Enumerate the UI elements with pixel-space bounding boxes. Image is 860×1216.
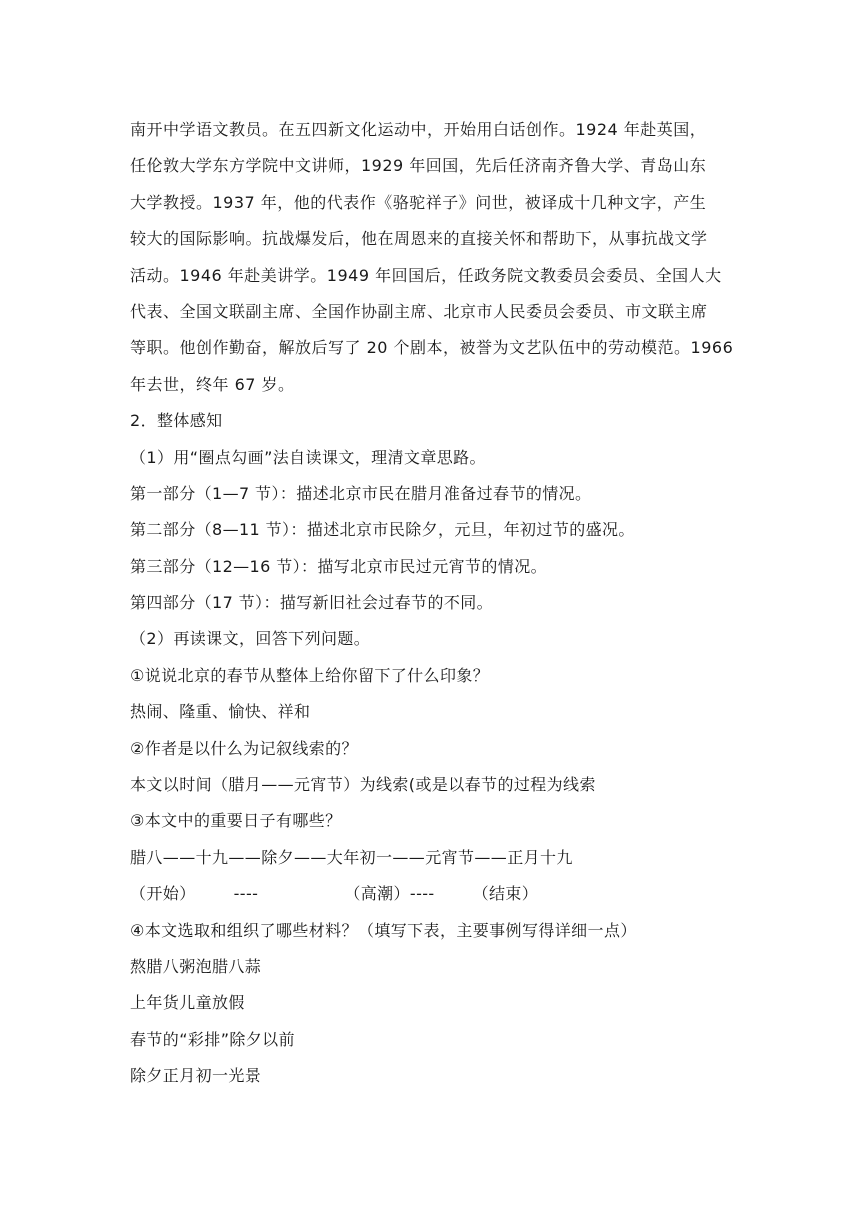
bio-line: 活动。1946 年赴美讲学。1949 年回国后，任政务院文教委员会委员、全国人大 — [130, 265, 722, 285]
bio-line: 代表、全国文联副主席、全国作协副主席、北京市人民委员会委员、市文联主席 — [130, 301, 708, 321]
marker-climax: （高潮）---- — [344, 884, 435, 904]
material-item: 上年货儿童放假 — [130, 993, 245, 1013]
marker-end: （结束） — [472, 884, 539, 904]
bio-line: 等职。他创作勤奋，解放后写了 20 个剧本，被誉为文艺队伍中的劳动模范。1966 — [130, 338, 734, 358]
material-item: 熬腊八粥泡腊八蒜 — [130, 956, 262, 976]
part-item: 第四部分（17 节）：描写新旧社会过春节的不同。 — [130, 593, 494, 613]
timeline-markers — [130, 876, 730, 912]
answer-one: 热闹、隆重、愉快、祥和 — [130, 702, 311, 722]
question-one: ①说说北京的春节从整体上给你留下了什么印象？ — [130, 665, 490, 685]
marker-dash: ---- — [233, 884, 259, 904]
question-four: ④本文选取和组织了哪些材料？（填写下表，主要事例写得详细一点） — [130, 920, 637, 940]
bio-line: 南开中学语文教员。在五四新文化运动中，开始用白话创作。1924 年赴英国， — [130, 120, 707, 139]
task-two: （2）再读课文，回答下列问题。 — [130, 629, 371, 649]
material-item: 除夕正月初一光景 — [130, 1066, 262, 1086]
marker-start: （开始） — [130, 884, 196, 904]
bio-line: 任伦敦大学东方学院中文讲师，1929 年回国，先后任济南齐鲁大学、青岛山东 — [130, 156, 707, 176]
bio-line: 较大的国际影响。抗战爆发后，他在周恩来的直接关怀和帮助下，从事抗战文学 — [130, 229, 708, 249]
material-item: 春节的“彩排”除夕以前 — [130, 1029, 295, 1049]
question-three: ③本文中的重要日子有哪些？ — [130, 811, 342, 831]
part-item: 第三部分（12—16 节）：描写北京市民过元宵节的情况。 — [130, 556, 548, 576]
task-one: （1）用“圈点勾画”法自读课文，理清文章思路。 — [130, 447, 486, 467]
answer-three: 腊八——十九——除夕——大年初一——元宵节——正月十九 — [130, 847, 573, 867]
document-body — [130, 112, 734, 1095]
bio-line: 大学教授。1937 年，他的代表作《骆驼祥子》问世，被译成十几种文字，产生 — [130, 192, 707, 212]
answer-two: 本文以时间（腊月——元宵节）为线索(或是以春节的过程为线索 — [130, 775, 596, 795]
part-item: 第二部分（8—11 节）：描述北京市民除夕，元旦，年初过节的盛况。 — [130, 520, 635, 540]
bio-line: 年去世，终年 67 岁。 — [130, 374, 295, 394]
question-two: ②作者是以什么为记叙线索的？ — [130, 738, 358, 758]
part-item: 第一部分（1—7 节）：描述北京市民在腊月准备过春节的情况。 — [130, 483, 592, 503]
section-title: 2．整体感知 — [130, 411, 223, 431]
